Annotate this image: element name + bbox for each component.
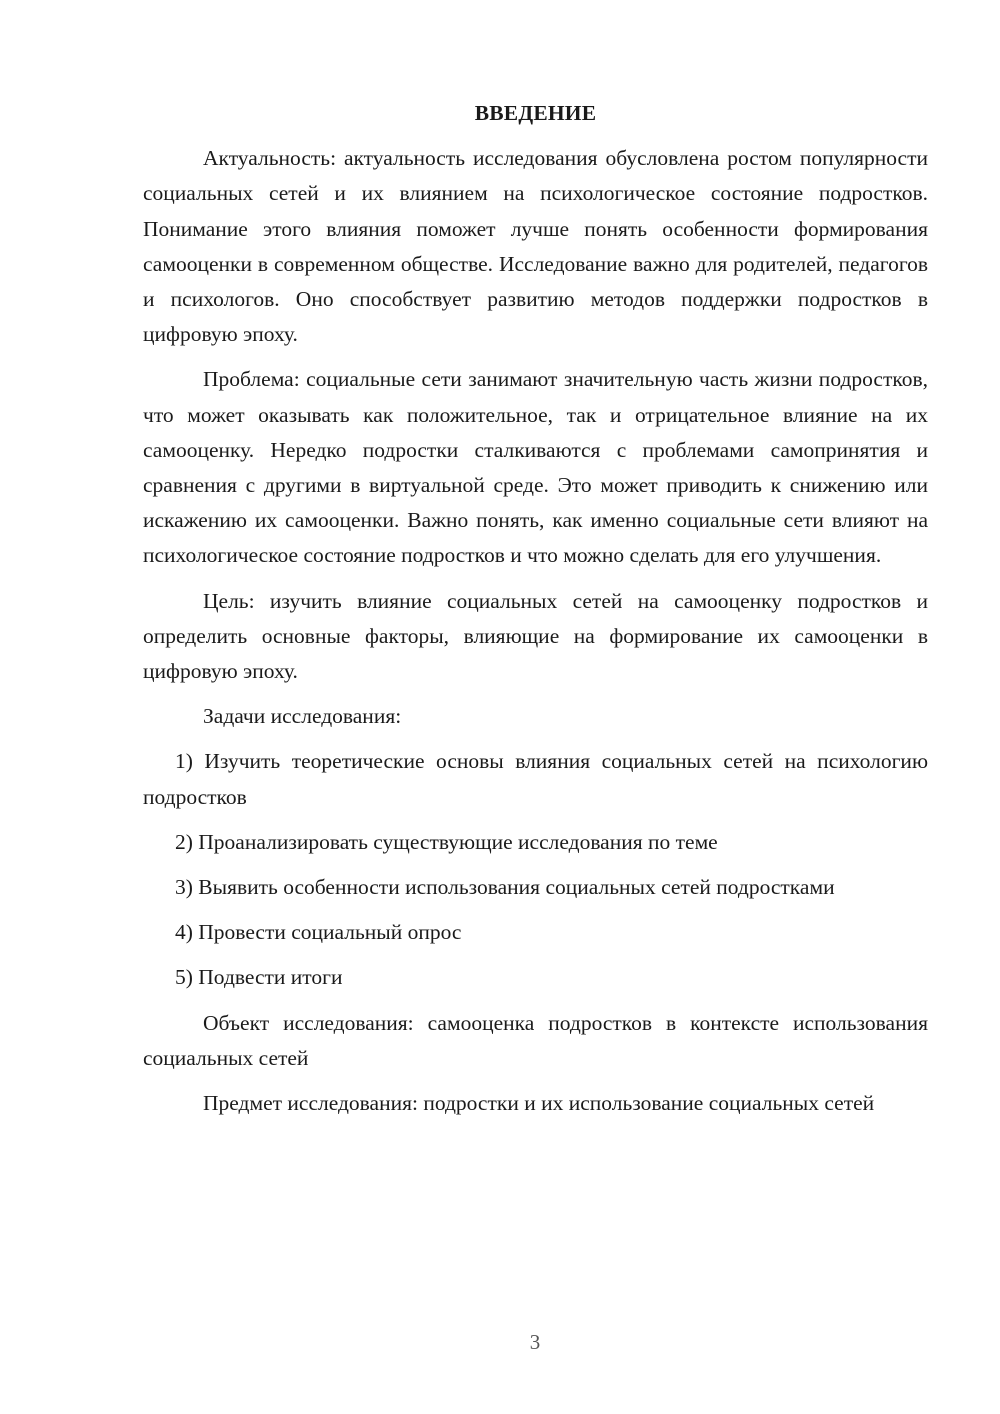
document-page (143, 96, 928, 1131)
task-item-4: 4) Провести социальный опрос (175, 920, 462, 945)
paragraph-subject: Предмет исследования: подростки и их использование социальных сетей (203, 1091, 875, 1116)
task-item-1: 1) Изучить теоретические основы влияния социальных сетей на психологию подростков (143, 749, 928, 809)
task-item-5: 5) Подвести итоги (175, 965, 343, 990)
task-item-3: 3) Выявить особенности использования социальных сетей подростками (175, 875, 835, 900)
task-item-2: 2) Проанализировать существующие исследования по теме (175, 829, 718, 854)
section-title: ВВЕДЕНИЕ (474, 101, 597, 125)
paragraph-goal: Цель: изучить влияние социальных сетей на самооценку подростков и определить основные факторы, влияющие на формирование их самооценки в цифровую эпоху. (143, 588, 928, 684)
tasks-heading: Задачи исследования: (203, 704, 402, 729)
paragraph-object: Объект исследования: самооценка подростков в контексте использования социальных сетей (143, 1010, 928, 1070)
paragraph-problem: Проблема: социальные сети занимают значительную часть жизни подростков, что может оказывать как положительное, так и отрицательное влияние на их самооценку. Нередко подростки сталкиваются с проблемами самопринятия и сравнения с другими в виртуальной среде. Это может приводить к снижению или искажению их самооценки. Важно понять, как именно социальные сети влияют на психологическое состояние подростков и что можно сделать для его улучшения. (143, 367, 928, 568)
paragraph-relevance: Актуальность: актуальность исследования обусловлена ростом популярности социальных сетей и их влиянием на психологическое состояние подростков. Понимание этого влияния поможет лучше понять особенности формирования самооценки в современном обществе. Исследование важно для родителей, педагогов и психологов. Оно способствует развитию методов поддержки подростков в цифровую эпоху. (143, 146, 928, 347)
page-number: 3 (529, 1330, 541, 1354)
